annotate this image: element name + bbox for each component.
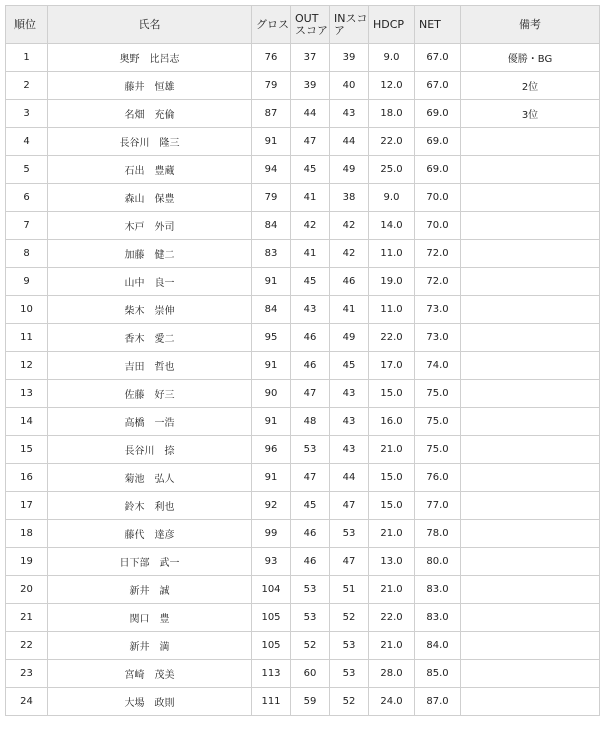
table-row <box>6 240 600 268</box>
cell-rank: 8 <box>6 240 48 268</box>
table-row <box>6 408 600 436</box>
cell-note: 2位 <box>461 72 600 100</box>
table-row <box>6 604 600 632</box>
cell-rank: 11 <box>6 324 48 352</box>
cell-out-score: 39 <box>291 72 330 100</box>
cell-out-score: 41 <box>291 184 330 212</box>
cell-out-score: 45 <box>291 268 330 296</box>
cell-name: 鈴木 利也 <box>48 492 252 520</box>
cell-name: 宮崎 茂美 <box>48 660 252 688</box>
cell-gross: 95 <box>252 324 291 352</box>
cell-gross: 111 <box>252 688 291 716</box>
cell-note <box>461 604 600 632</box>
cell-hdcp: 15.0 <box>369 464 415 492</box>
cell-in-score: 51 <box>330 576 369 604</box>
cell-hdcp: 16.0 <box>369 408 415 436</box>
table-row <box>6 324 600 352</box>
cell-name: 木戸 外司 <box>48 212 252 240</box>
header-hdcp: HDCP <box>369 6 415 44</box>
cell-in-score: 42 <box>330 240 369 268</box>
cell-out-score: 46 <box>291 352 330 380</box>
cell-in-score: 46 <box>330 268 369 296</box>
cell-in-score: 43 <box>330 380 369 408</box>
cell-in-score: 43 <box>330 436 369 464</box>
cell-in-score: 47 <box>330 548 369 576</box>
cell-hdcp: 21.0 <box>369 576 415 604</box>
cell-out-score: 47 <box>291 464 330 492</box>
cell-out-score: 52 <box>291 632 330 660</box>
cell-in-score: 43 <box>330 408 369 436</box>
cell-name: 山中 良一 <box>48 268 252 296</box>
cell-gross: 99 <box>252 520 291 548</box>
cell-name: 奥野 比呂志 <box>48 44 252 72</box>
cell-hdcp: 25.0 <box>369 156 415 184</box>
cell-out-score: 45 <box>291 492 330 520</box>
cell-net: 77.0 <box>415 492 461 520</box>
results-table-container <box>5 5 600 716</box>
cell-hdcp: 21.0 <box>369 520 415 548</box>
cell-net: 75.0 <box>415 436 461 464</box>
cell-rank: 9 <box>6 268 48 296</box>
cell-rank: 14 <box>6 408 48 436</box>
cell-gross: 105 <box>252 604 291 632</box>
cell-out-score: 37 <box>291 44 330 72</box>
cell-out-score: 46 <box>291 324 330 352</box>
header-rank: 順位 <box>6 6 48 44</box>
cell-out-score: 47 <box>291 128 330 156</box>
cell-note <box>461 548 600 576</box>
cell-in-score: 53 <box>330 520 369 548</box>
cell-name: 日下部 武一 <box>48 548 252 576</box>
cell-gross: 93 <box>252 548 291 576</box>
cell-gross: 79 <box>252 184 291 212</box>
cell-net: 85.0 <box>415 660 461 688</box>
cell-note <box>461 352 600 380</box>
cell-in-score: 41 <box>330 296 369 324</box>
cell-out-score: 42 <box>291 212 330 240</box>
table-header-row <box>6 6 600 44</box>
cell-note <box>461 296 600 324</box>
cell-out-score: 60 <box>291 660 330 688</box>
cell-net: 83.0 <box>415 604 461 632</box>
cell-note <box>461 184 600 212</box>
table-row <box>6 576 600 604</box>
cell-name: 名畑 充倫 <box>48 100 252 128</box>
cell-rank: 15 <box>6 436 48 464</box>
cell-net: 73.0 <box>415 324 461 352</box>
cell-net: 78.0 <box>415 520 461 548</box>
cell-hdcp: 11.0 <box>369 296 415 324</box>
cell-rank: 16 <box>6 464 48 492</box>
cell-name: 菊池 弘人 <box>48 464 252 492</box>
cell-note <box>461 268 600 296</box>
cell-name: 香木 愛二 <box>48 324 252 352</box>
cell-in-score: 39 <box>330 44 369 72</box>
cell-hdcp: 15.0 <box>369 492 415 520</box>
cell-rank: 19 <box>6 548 48 576</box>
cell-net: 74.0 <box>415 352 461 380</box>
cell-rank: 17 <box>6 492 48 520</box>
table-row <box>6 464 600 492</box>
cell-hdcp: 22.0 <box>369 324 415 352</box>
cell-rank: 23 <box>6 660 48 688</box>
cell-hdcp: 12.0 <box>369 72 415 100</box>
cell-gross: 104 <box>252 576 291 604</box>
table-row <box>6 492 600 520</box>
cell-net: 80.0 <box>415 548 461 576</box>
cell-gross: 91 <box>252 128 291 156</box>
table-row <box>6 520 600 548</box>
table-row <box>6 632 600 660</box>
header-net: NET <box>415 6 461 44</box>
table-row <box>6 128 600 156</box>
cell-rank: 3 <box>6 100 48 128</box>
cell-hdcp: 28.0 <box>369 660 415 688</box>
cell-note <box>461 688 600 716</box>
cell-net: 72.0 <box>415 268 461 296</box>
cell-rank: 7 <box>6 212 48 240</box>
cell-out-score: 47 <box>291 380 330 408</box>
cell-note <box>461 408 600 436</box>
cell-name: 加藤 健二 <box>48 240 252 268</box>
cell-rank: 21 <box>6 604 48 632</box>
cell-net: 67.0 <box>415 44 461 72</box>
cell-note <box>461 240 600 268</box>
cell-name: 石出 豊蔵 <box>48 156 252 184</box>
cell-in-score: 43 <box>330 100 369 128</box>
cell-net: 73.0 <box>415 296 461 324</box>
cell-note <box>461 324 600 352</box>
cell-rank: 24 <box>6 688 48 716</box>
table-row <box>6 212 600 240</box>
cell-net: 87.0 <box>415 688 461 716</box>
cell-in-score: 49 <box>330 156 369 184</box>
table-row <box>6 72 600 100</box>
cell-rank: 5 <box>6 156 48 184</box>
cell-note <box>461 576 600 604</box>
cell-in-score: 38 <box>330 184 369 212</box>
cell-note <box>461 464 600 492</box>
cell-out-score: 43 <box>291 296 330 324</box>
cell-rank: 20 <box>6 576 48 604</box>
cell-net: 83.0 <box>415 576 461 604</box>
cell-hdcp: 19.0 <box>369 268 415 296</box>
cell-hdcp: 15.0 <box>369 380 415 408</box>
cell-name: 佐藤 好三 <box>48 380 252 408</box>
cell-net: 69.0 <box>415 156 461 184</box>
cell-rank: 2 <box>6 72 48 100</box>
cell-out-score: 41 <box>291 240 330 268</box>
cell-name: 藤井 恒雄 <box>48 72 252 100</box>
table-row <box>6 156 600 184</box>
table-row <box>6 436 600 464</box>
cell-rank: 22 <box>6 632 48 660</box>
cell-gross: 87 <box>252 100 291 128</box>
cell-gross: 92 <box>252 492 291 520</box>
cell-hdcp: 24.0 <box>369 688 415 716</box>
table-row <box>6 268 600 296</box>
cell-name: 高橋 一浩 <box>48 408 252 436</box>
cell-rank: 10 <box>6 296 48 324</box>
cell-note <box>461 212 600 240</box>
table-row <box>6 44 600 72</box>
results-table <box>5 5 600 716</box>
table-row <box>6 184 600 212</box>
cell-in-score: 40 <box>330 72 369 100</box>
cell-name: 柴木 崇伸 <box>48 296 252 324</box>
table-row <box>6 660 600 688</box>
cell-net: 84.0 <box>415 632 461 660</box>
cell-gross: 105 <box>252 632 291 660</box>
cell-hdcp: 21.0 <box>369 436 415 464</box>
cell-out-score: 48 <box>291 408 330 436</box>
cell-hdcp: 11.0 <box>369 240 415 268</box>
cell-gross: 84 <box>252 212 291 240</box>
cell-net: 69.0 <box>415 128 461 156</box>
cell-rank: 12 <box>6 352 48 380</box>
cell-rank: 4 <box>6 128 48 156</box>
cell-hdcp: 21.0 <box>369 632 415 660</box>
cell-note <box>461 128 600 156</box>
cell-gross: 91 <box>252 352 291 380</box>
cell-out-score: 53 <box>291 604 330 632</box>
cell-name: 大場 政則 <box>48 688 252 716</box>
cell-gross: 91 <box>252 464 291 492</box>
cell-net: 67.0 <box>415 72 461 100</box>
cell-net: 75.0 <box>415 408 461 436</box>
cell-in-score: 44 <box>330 128 369 156</box>
cell-in-score: 53 <box>330 632 369 660</box>
cell-name: 長谷川 隆三 <box>48 128 252 156</box>
cell-name: 新井 誠 <box>48 576 252 604</box>
table-row <box>6 296 600 324</box>
cell-note: 3位 <box>461 100 600 128</box>
cell-hdcp: 17.0 <box>369 352 415 380</box>
cell-net: 70.0 <box>415 212 461 240</box>
cell-note <box>461 492 600 520</box>
cell-gross: 79 <box>252 72 291 100</box>
cell-in-score: 53 <box>330 660 369 688</box>
cell-net: 72.0 <box>415 240 461 268</box>
cell-note <box>461 660 600 688</box>
cell-name: 関口 豊 <box>48 604 252 632</box>
cell-name: 長谷川 捺 <box>48 436 252 464</box>
cell-out-score: 53 <box>291 436 330 464</box>
cell-net: 69.0 <box>415 100 461 128</box>
cell-in-score: 47 <box>330 492 369 520</box>
table-row <box>6 548 600 576</box>
cell-out-score: 45 <box>291 156 330 184</box>
cell-gross: 94 <box>252 156 291 184</box>
cell-in-score: 52 <box>330 688 369 716</box>
table-row <box>6 100 600 128</box>
cell-name: 新井 満 <box>48 632 252 660</box>
cell-out-score: 59 <box>291 688 330 716</box>
cell-note <box>461 520 600 548</box>
header-name: 氏名 <box>48 6 252 44</box>
cell-in-score: 49 <box>330 324 369 352</box>
cell-gross: 90 <box>252 380 291 408</box>
table-body <box>6 44 600 716</box>
cell-hdcp: 22.0 <box>369 128 415 156</box>
header-in-score: INスコア <box>330 6 369 44</box>
table-row <box>6 352 600 380</box>
cell-rank: 6 <box>6 184 48 212</box>
cell-hdcp: 9.0 <box>369 184 415 212</box>
cell-rank: 1 <box>6 44 48 72</box>
cell-rank: 13 <box>6 380 48 408</box>
cell-in-score: 42 <box>330 212 369 240</box>
cell-note: 優勝・BG <box>461 44 600 72</box>
cell-out-score: 53 <box>291 576 330 604</box>
table-row <box>6 688 600 716</box>
cell-net: 76.0 <box>415 464 461 492</box>
cell-name: 森山 保豊 <box>48 184 252 212</box>
cell-gross: 83 <box>252 240 291 268</box>
cell-note <box>461 436 600 464</box>
cell-gross: 76 <box>252 44 291 72</box>
cell-hdcp: 13.0 <box>369 548 415 576</box>
cell-gross: 84 <box>252 296 291 324</box>
cell-note <box>461 380 600 408</box>
cell-in-score: 52 <box>330 604 369 632</box>
table-row <box>6 380 600 408</box>
cell-out-score: 46 <box>291 520 330 548</box>
header-out-score: OUTスコア <box>291 6 330 44</box>
cell-in-score: 45 <box>330 352 369 380</box>
cell-gross: 91 <box>252 268 291 296</box>
cell-out-score: 44 <box>291 100 330 128</box>
cell-hdcp: 18.0 <box>369 100 415 128</box>
cell-hdcp: 22.0 <box>369 604 415 632</box>
cell-net: 70.0 <box>415 184 461 212</box>
cell-rank: 18 <box>6 520 48 548</box>
cell-out-score: 46 <box>291 548 330 576</box>
cell-name: 藤代 達彦 <box>48 520 252 548</box>
cell-note <box>461 632 600 660</box>
cell-gross: 96 <box>252 436 291 464</box>
cell-hdcp: 9.0 <box>369 44 415 72</box>
cell-note <box>461 156 600 184</box>
cell-hdcp: 14.0 <box>369 212 415 240</box>
header-notes: 備考 <box>461 6 600 44</box>
cell-gross: 113 <box>252 660 291 688</box>
cell-gross: 91 <box>252 408 291 436</box>
header-gross: グロス <box>252 6 291 44</box>
cell-in-score: 44 <box>330 464 369 492</box>
cell-name: 吉田 哲也 <box>48 352 252 380</box>
cell-net: 75.0 <box>415 380 461 408</box>
